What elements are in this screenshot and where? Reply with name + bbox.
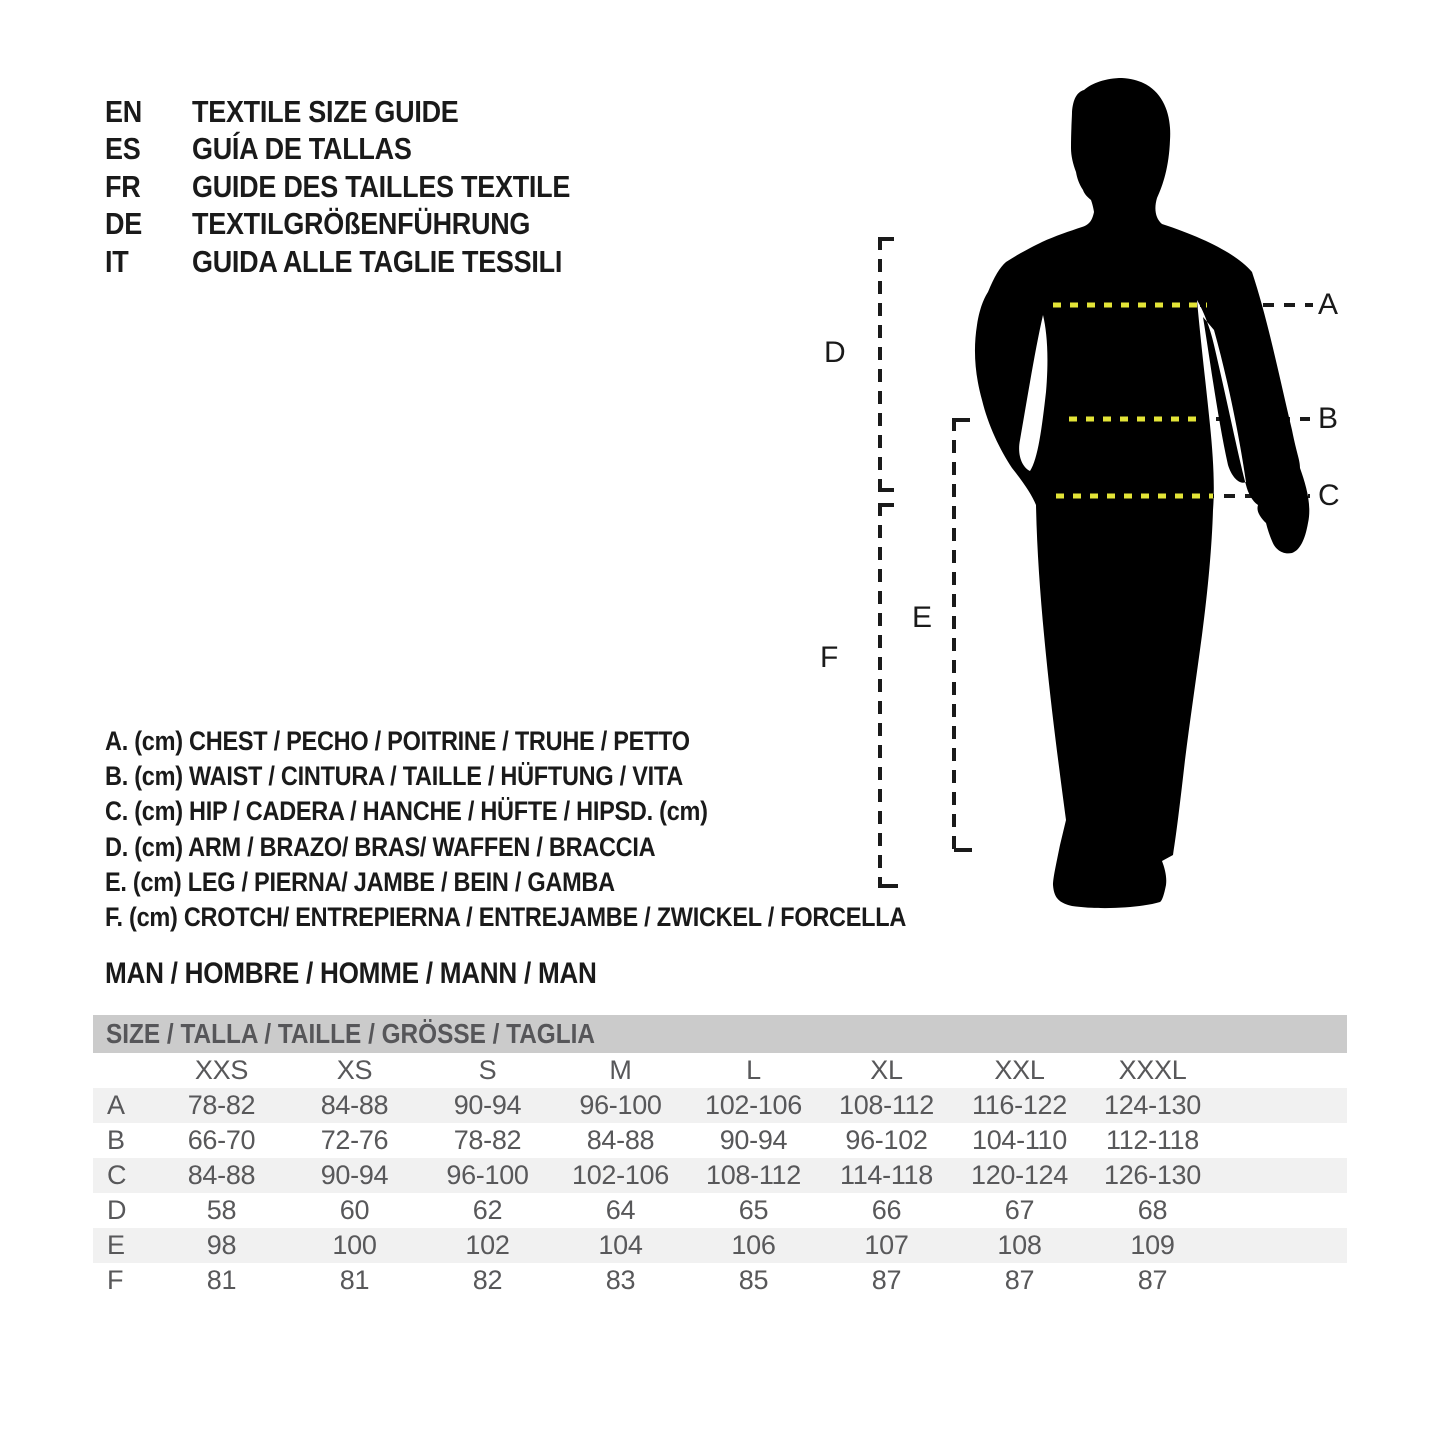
guide-title: TEXTILE SIZE GUIDE: [192, 93, 459, 129]
size-cell: 66: [871, 1195, 902, 1225]
legend-text: E. (cm) LEG / PIERNA/ JAMBE / BEIN / GAMBA: [105, 866, 615, 897]
size-cell: 87: [1137, 1265, 1168, 1295]
row-label: F: [107, 1265, 124, 1295]
table-row-chest: [93, 1088, 1347, 1123]
size-cell: 90-94: [719, 1125, 788, 1155]
language-row: [105, 131, 627, 169]
row-label: D: [107, 1195, 127, 1225]
legend-text: F. (cm) CROTCH/ ENTREPIERNA / ENTREJAMBE / ZWICKEL / FORCELLA: [105, 902, 907, 933]
guide-title: GUÍA DE TALLAS: [192, 131, 412, 167]
size-cell: 90-94: [453, 1090, 522, 1120]
language-code: ES: [105, 131, 141, 167]
size-table: [93, 1015, 1347, 1298]
size-cell: 66-70: [187, 1125, 256, 1155]
language-code: FR: [105, 168, 141, 204]
size-cell: 90-94: [320, 1160, 389, 1190]
marker-label-leg: E: [912, 601, 933, 634]
size-cell: 120-124: [971, 1160, 1068, 1190]
language-row: [105, 243, 627, 281]
size-cell: 84-88: [586, 1125, 655, 1155]
table-row-leg: [93, 1228, 1347, 1263]
size-cell: 68: [1137, 1195, 1168, 1225]
language-row: [105, 168, 627, 206]
size-cell: 104: [598, 1230, 643, 1260]
size-cell: 109: [1130, 1230, 1175, 1260]
size-table-header-bar: [93, 1015, 1347, 1053]
measurement-legend: [105, 724, 1026, 935]
size-table-title: SIZE / TALLA / TAILLE / GRÖSSE / TAGLIA: [106, 1018, 596, 1049]
language-row: [105, 93, 627, 131]
guide-title: TEXTILGRÖßENFÜHRUNG: [192, 206, 531, 242]
size-cell: 112-118: [1106, 1125, 1199, 1155]
table-row-crotch: [93, 1263, 1347, 1298]
row-label: B: [107, 1125, 125, 1155]
size-cell: 96-100: [579, 1090, 662, 1120]
size-column-header: XXXL: [1118, 1055, 1187, 1085]
legend-item: [105, 759, 1026, 794]
marker-label-waist: B: [1318, 402, 1339, 435]
language-code: EN: [105, 93, 142, 129]
size-table-grid: [93, 1053, 1347, 1298]
size-cell: 96-100: [446, 1160, 529, 1190]
size-cell: 60: [339, 1195, 370, 1225]
guide-title: GUIDE DES TAILLES TEXTILE: [192, 168, 571, 204]
size-cell: 108: [997, 1230, 1042, 1260]
size-cell: 72-76: [320, 1125, 389, 1155]
size-column-header: M: [609, 1055, 632, 1085]
size-cell: 124-130: [1104, 1090, 1201, 1120]
size-cell: 81: [206, 1265, 237, 1295]
size-cell: 108-112: [706, 1160, 801, 1190]
row-label: A: [107, 1090, 125, 1120]
size-cell: 65: [738, 1195, 769, 1225]
legend-item: [105, 724, 1026, 759]
arm-measure-ticks: [880, 239, 894, 490]
size-cell: 87: [1004, 1265, 1035, 1295]
marker-label-chest: A: [1318, 288, 1339, 321]
category-text: MAN / HOMBRE / HOMME / MANN / MAN: [105, 957, 597, 990]
size-cell: 96-102: [845, 1125, 928, 1155]
row-label: E: [107, 1230, 125, 1260]
size-cell: 98: [206, 1230, 237, 1260]
size-cell: 102: [465, 1230, 510, 1260]
marker-label-hip: C: [1318, 479, 1340, 512]
size-columns-row: [93, 1053, 1347, 1088]
size-cell: 78-82: [187, 1090, 256, 1120]
category-line: [105, 956, 670, 992]
size-cell: 108-112: [839, 1090, 934, 1120]
legend-text: D. (cm) ARM / BRAZO/ BRAS/ WAFFEN / BRACCIA: [105, 831, 656, 862]
marker-label-arm: D: [824, 336, 846, 369]
language-title-list: [105, 93, 627, 281]
table-row-hip: [93, 1158, 1347, 1193]
size-cell: 82: [472, 1265, 503, 1295]
size-cell: 67: [1004, 1195, 1035, 1225]
language-row: [105, 206, 627, 244]
marker-label-crotch: F: [820, 641, 839, 674]
size-cell: 87: [871, 1265, 902, 1295]
size-cell: 102-106: [572, 1160, 669, 1190]
size-cell: 100: [332, 1230, 377, 1260]
language-code: IT: [105, 243, 129, 279]
legend-item: [105, 900, 1026, 935]
size-cell: 85: [738, 1265, 769, 1295]
size-cell: 107: [864, 1230, 909, 1260]
size-cell: 64: [605, 1195, 636, 1225]
row-label: C: [107, 1160, 127, 1190]
size-cell: 62: [472, 1195, 503, 1225]
language-code: DE: [105, 206, 142, 242]
size-column-header: XXL: [994, 1055, 1045, 1085]
size-cell: 104-110: [972, 1125, 1067, 1155]
size-column-header: XS: [336, 1055, 373, 1085]
size-cell: 81: [339, 1265, 370, 1295]
size-column-header: L: [746, 1055, 761, 1085]
legend-text: C. (cm) HIP / CADERA / HANCHE / HÜFTE / HIPSD. (cm): [105, 796, 708, 827]
legend-text: A. (cm) CHEST / PECHO / POITRINE / TRUHE / PETTO: [105, 726, 690, 757]
legend-item: [105, 830, 1026, 865]
size-cell: 106: [731, 1230, 776, 1260]
size-column-header: S: [478, 1055, 497, 1085]
size-cell: 126-130: [1104, 1160, 1201, 1190]
table-row-waist: [93, 1123, 1347, 1158]
guide-title: GUIDA ALLE TAGLIE TESSILI: [192, 243, 563, 279]
size-column-header: XL: [870, 1055, 903, 1085]
size-cell: 83: [605, 1265, 636, 1295]
size-cell: 116-122: [972, 1090, 1067, 1120]
legend-item: [105, 865, 1026, 900]
size-cell: 78-82: [453, 1125, 522, 1155]
legend-item: [105, 794, 1026, 829]
size-cell: 84-88: [187, 1160, 256, 1190]
size-cell: 58: [206, 1195, 237, 1225]
legend-text: B. (cm) WAIST / CINTURA / TAILLE / HÜFTUNG / VITA: [105, 761, 683, 792]
size-cell: 84-88: [320, 1090, 389, 1120]
size-cell: 102-106: [705, 1090, 802, 1120]
table-row-arm: [93, 1193, 1347, 1228]
size-cell: 114-118: [840, 1160, 933, 1190]
size-column-header: XXS: [194, 1055, 249, 1085]
